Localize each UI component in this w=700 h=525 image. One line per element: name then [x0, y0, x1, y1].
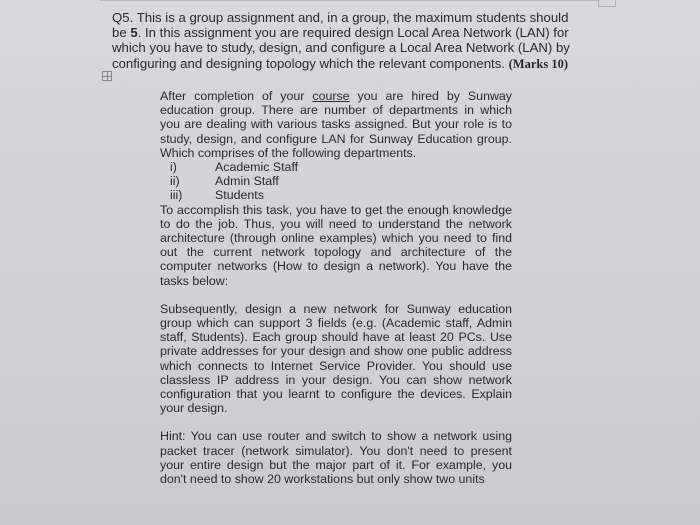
intro-text-b: you are hired by Sunway education group. There are number of departments in which you are dealing with various tasks assigned. But your role is to study, design, and configure LAN for Sunway Education group. Which comprises of the following departments. [160, 89, 512, 160]
list-text: Academic Staff [215, 160, 299, 175]
list-number: i) [170, 160, 177, 175]
list-number: iii) [170, 188, 183, 203]
hint-paragraph: Hint: You can use router and switch to show a network using packet tracer (network simulator). You don't need to present your entire design but the major part of it. For example, you don't need to show 20 workstations but only show two units [160, 429, 512, 487]
question-number: Q5. [112, 10, 134, 25]
course-word: course [312, 89, 350, 103]
question-text-a: This is a group assignment and, in a group, the maximum students should be [112, 10, 569, 41]
departments-list [160, 160, 512, 203]
move-handle-icon[interactable] [102, 71, 112, 81]
question-text-b: . In this assignment you are required design Local Area Network (LAN) for which you have to study, design, and configure a Local Area Network (LAN) by configuring and designing topology which the relevant components. [112, 25, 570, 71]
intro-text-a: After completion of your [160, 89, 313, 103]
max-students: 5 [130, 25, 138, 41]
design-paragraph: Subsequently, design a new network for Sunway education group which can support 3 fields (e.g. (Academic staff, Admin staff, Students). Each group should have at least 20 PCs. Use private addresses for your design and show one public address which connects to Internet Service Provider. You should use classless IP address in your design. You can show network configuration that you learnt to configure the devices. Explain your design. [160, 301, 512, 416]
list-text: Students [215, 188, 264, 203]
marks-label: (Marks 10) [508, 56, 568, 71]
question-paragraph [112, 10, 574, 72]
intro-paragraph [160, 89, 512, 160]
list-item [160, 174, 512, 188]
task-paragraph: To accomplish this task, you have to get the enough knowledge to do the job. Thus, you will need to understand the network architecture (through online examples) which you need to find out the current network topology and architecture of the computer networks (How to design a network). You have the tasks below: [160, 202, 512, 288]
assignment-body [160, 89, 512, 486]
list-item [160, 160, 512, 174]
document-page [88, 0, 608, 525]
list-text: Admin Staff [215, 174, 279, 189]
list-item [160, 188, 512, 202]
list-number: ii) [170, 174, 180, 189]
